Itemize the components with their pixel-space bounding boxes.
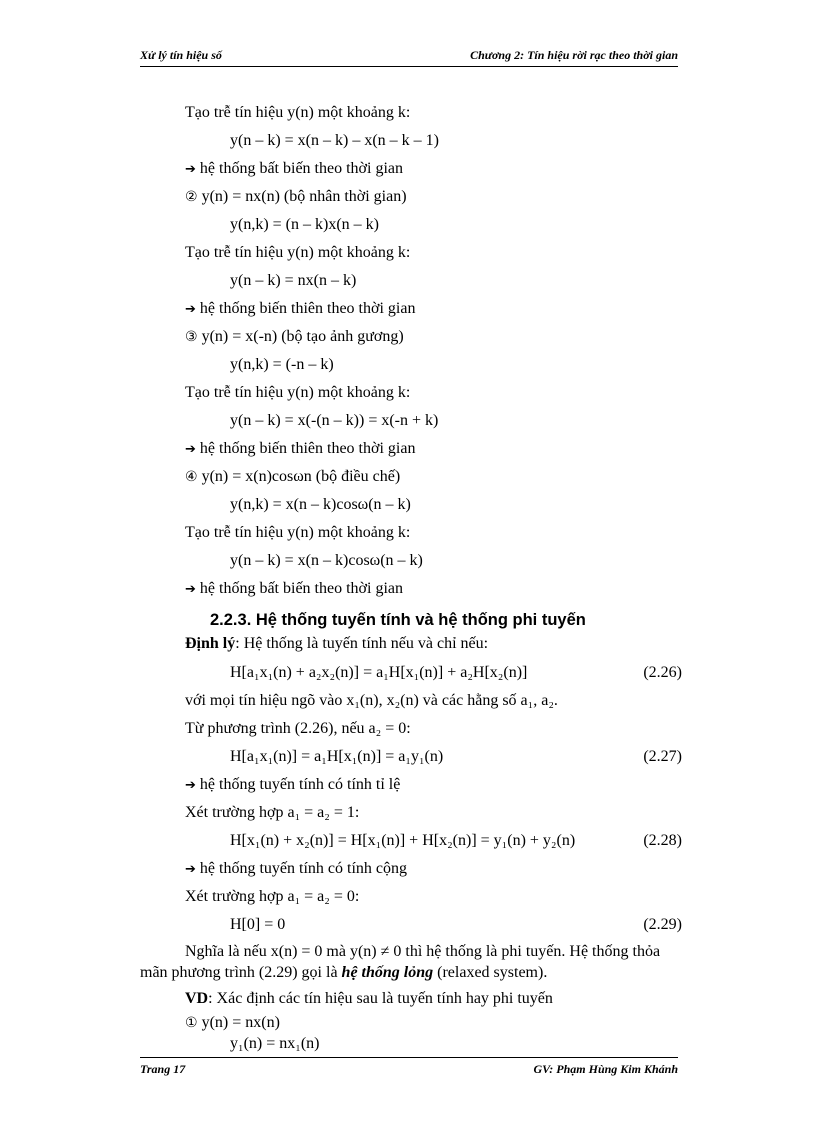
equation-2-28: H[x₁(n) + x₂(n)] = H[x₁(n)] + H[x₂(n)] = y₁(n) + y₂(n) (230, 832, 576, 849)
equation-number: (2.28) (643, 832, 682, 849)
formula-line: y(n – k) = x(n – k)cosω(n – k) (230, 552, 423, 569)
equation-2-26: H[a₁x₁(n) + a₂x₂(n)] = a₁H[x₁(n)] + a₂H[x₂(n)] (230, 664, 528, 681)
conclusion-line: ➔ hệ thống bất biến theo thời gian (185, 580, 403, 597)
formula-line: y(n,k) = (-n – k) (230, 356, 334, 373)
header-left: Xử lý tín hiệu số (140, 48, 222, 62)
example-item-4: ④ y(n) = x(n)cosωn (bộ điều chế) (185, 468, 401, 485)
conclusion-line: ➔ hệ thống biến thiên theo thời gian (185, 300, 416, 317)
page-footer (140, 1057, 678, 1078)
formula-line: y(n – k) = x(n – k) – x(n – k – 1) (230, 132, 439, 149)
text-line: Tạo trễ tín hiệu y(n) một khoảng k: (185, 384, 411, 401)
theorem-label: Định lý (185, 635, 236, 652)
circled-two-icon: ② (185, 189, 198, 205)
paragraph: Nghĩa là nếu x(n) = 0 mà y(n) ≠ 0 thì hệ thống là phi tuyến. Hệ thống thỏa mãn phương trình (2.29) gọi là hệ thống lỏng (relaxed system). (140, 943, 661, 981)
circled-three-icon: ③ (185, 329, 198, 345)
conclusion-line: ➔ hệ thống biến thiên theo thời gian (185, 440, 416, 457)
formula-line: y(n – k) = x(-(n – k)) = x(-n + k) (230, 412, 439, 429)
arrow-icon: ➔ (185, 442, 196, 457)
example-item-2: ② y(n) = nx(n) (bộ nhân thời gian) (185, 188, 407, 205)
arrow-icon: ➔ (185, 302, 196, 317)
text-line: với mọi tín hiệu ngõ vào x₁(n), x₂(n) và các hằng số a₁, a₂. (185, 692, 558, 709)
arrow-icon: ➔ (185, 778, 196, 793)
text-line: Từ phương trình (2.26), nếu a₂ = 0: (185, 720, 411, 737)
arrow-icon: ➔ (185, 862, 196, 877)
equation-2-27: H[a₁x₁(n)] = a₁H[x₁(n)] = a₁y₁(n) (230, 748, 444, 765)
conclusion-line: ➔ hệ thống tuyến tính có tính cộng (185, 860, 407, 877)
text-line: Tạo trễ tín hiệu y(n) một khoảng k: (185, 524, 411, 541)
text-line: Tạo trễ tín hiệu y(n) một khoảng k: (185, 244, 411, 261)
footer-right: GV: Phạm Hùng Kim Khánh (533, 1062, 678, 1076)
text-line: Xét trường hợp a₁ = a₂ = 1: (185, 804, 360, 821)
section-heading: 2.2.3. Hệ thống tuyến tính và hệ thống phi tuyến (210, 611, 586, 629)
example-item-3: ③ y(n) = x(-n) (bộ tạo ảnh gương) (185, 328, 404, 345)
arrow-icon: ➔ (185, 582, 196, 597)
conclusion-line: ➔ hệ thống bất biến theo thời gian (185, 160, 403, 177)
arrow-icon: ➔ (185, 162, 196, 177)
example-item-1: ① y(n) = nx(n) (185, 1014, 280, 1031)
equation-number: (2.26) (643, 664, 682, 681)
equation-number: (2.29) (643, 916, 682, 933)
equation-number: (2.27) (643, 748, 682, 765)
theorem-line: Định lý: Hệ thống là tuyến tính nếu và chỉ nếu: (185, 635, 489, 652)
page-header (140, 46, 678, 67)
circled-one-icon: ① (185, 1015, 198, 1031)
example-line: VD: Xác định các tín hiệu sau là tuyến tính hay phi tuyến (185, 990, 553, 1007)
circled-four-icon: ④ (185, 469, 198, 485)
formula-line: y(n,k) = (n – k)x(n – k) (230, 216, 379, 233)
text-line: Tạo trễ tín hiệu y(n) một khoảng k: (185, 104, 411, 121)
equation-2-29: H[0] = 0 (230, 916, 286, 933)
header-right: Chương 2: Tín hiệu rời rạc theo thời gian (470, 48, 678, 62)
emphasis-term: hệ thống lỏng (341, 964, 434, 981)
conclusion-line: ➔ hệ thống tuyến tính có tính tỉ lệ (185, 776, 401, 793)
footer-left: Trang 17 (140, 1062, 186, 1076)
formula-line: y₁(n) = nx₁(n) (230, 1035, 320, 1052)
formula-line: y(n,k) = x(n – k)cosω(n – k) (230, 496, 411, 513)
example-label: VD (185, 990, 209, 1007)
text-line: Xét trường hợp a₁ = a₂ = 0: (185, 888, 360, 905)
formula-line: y(n – k) = nx(n – k) (230, 272, 357, 289)
